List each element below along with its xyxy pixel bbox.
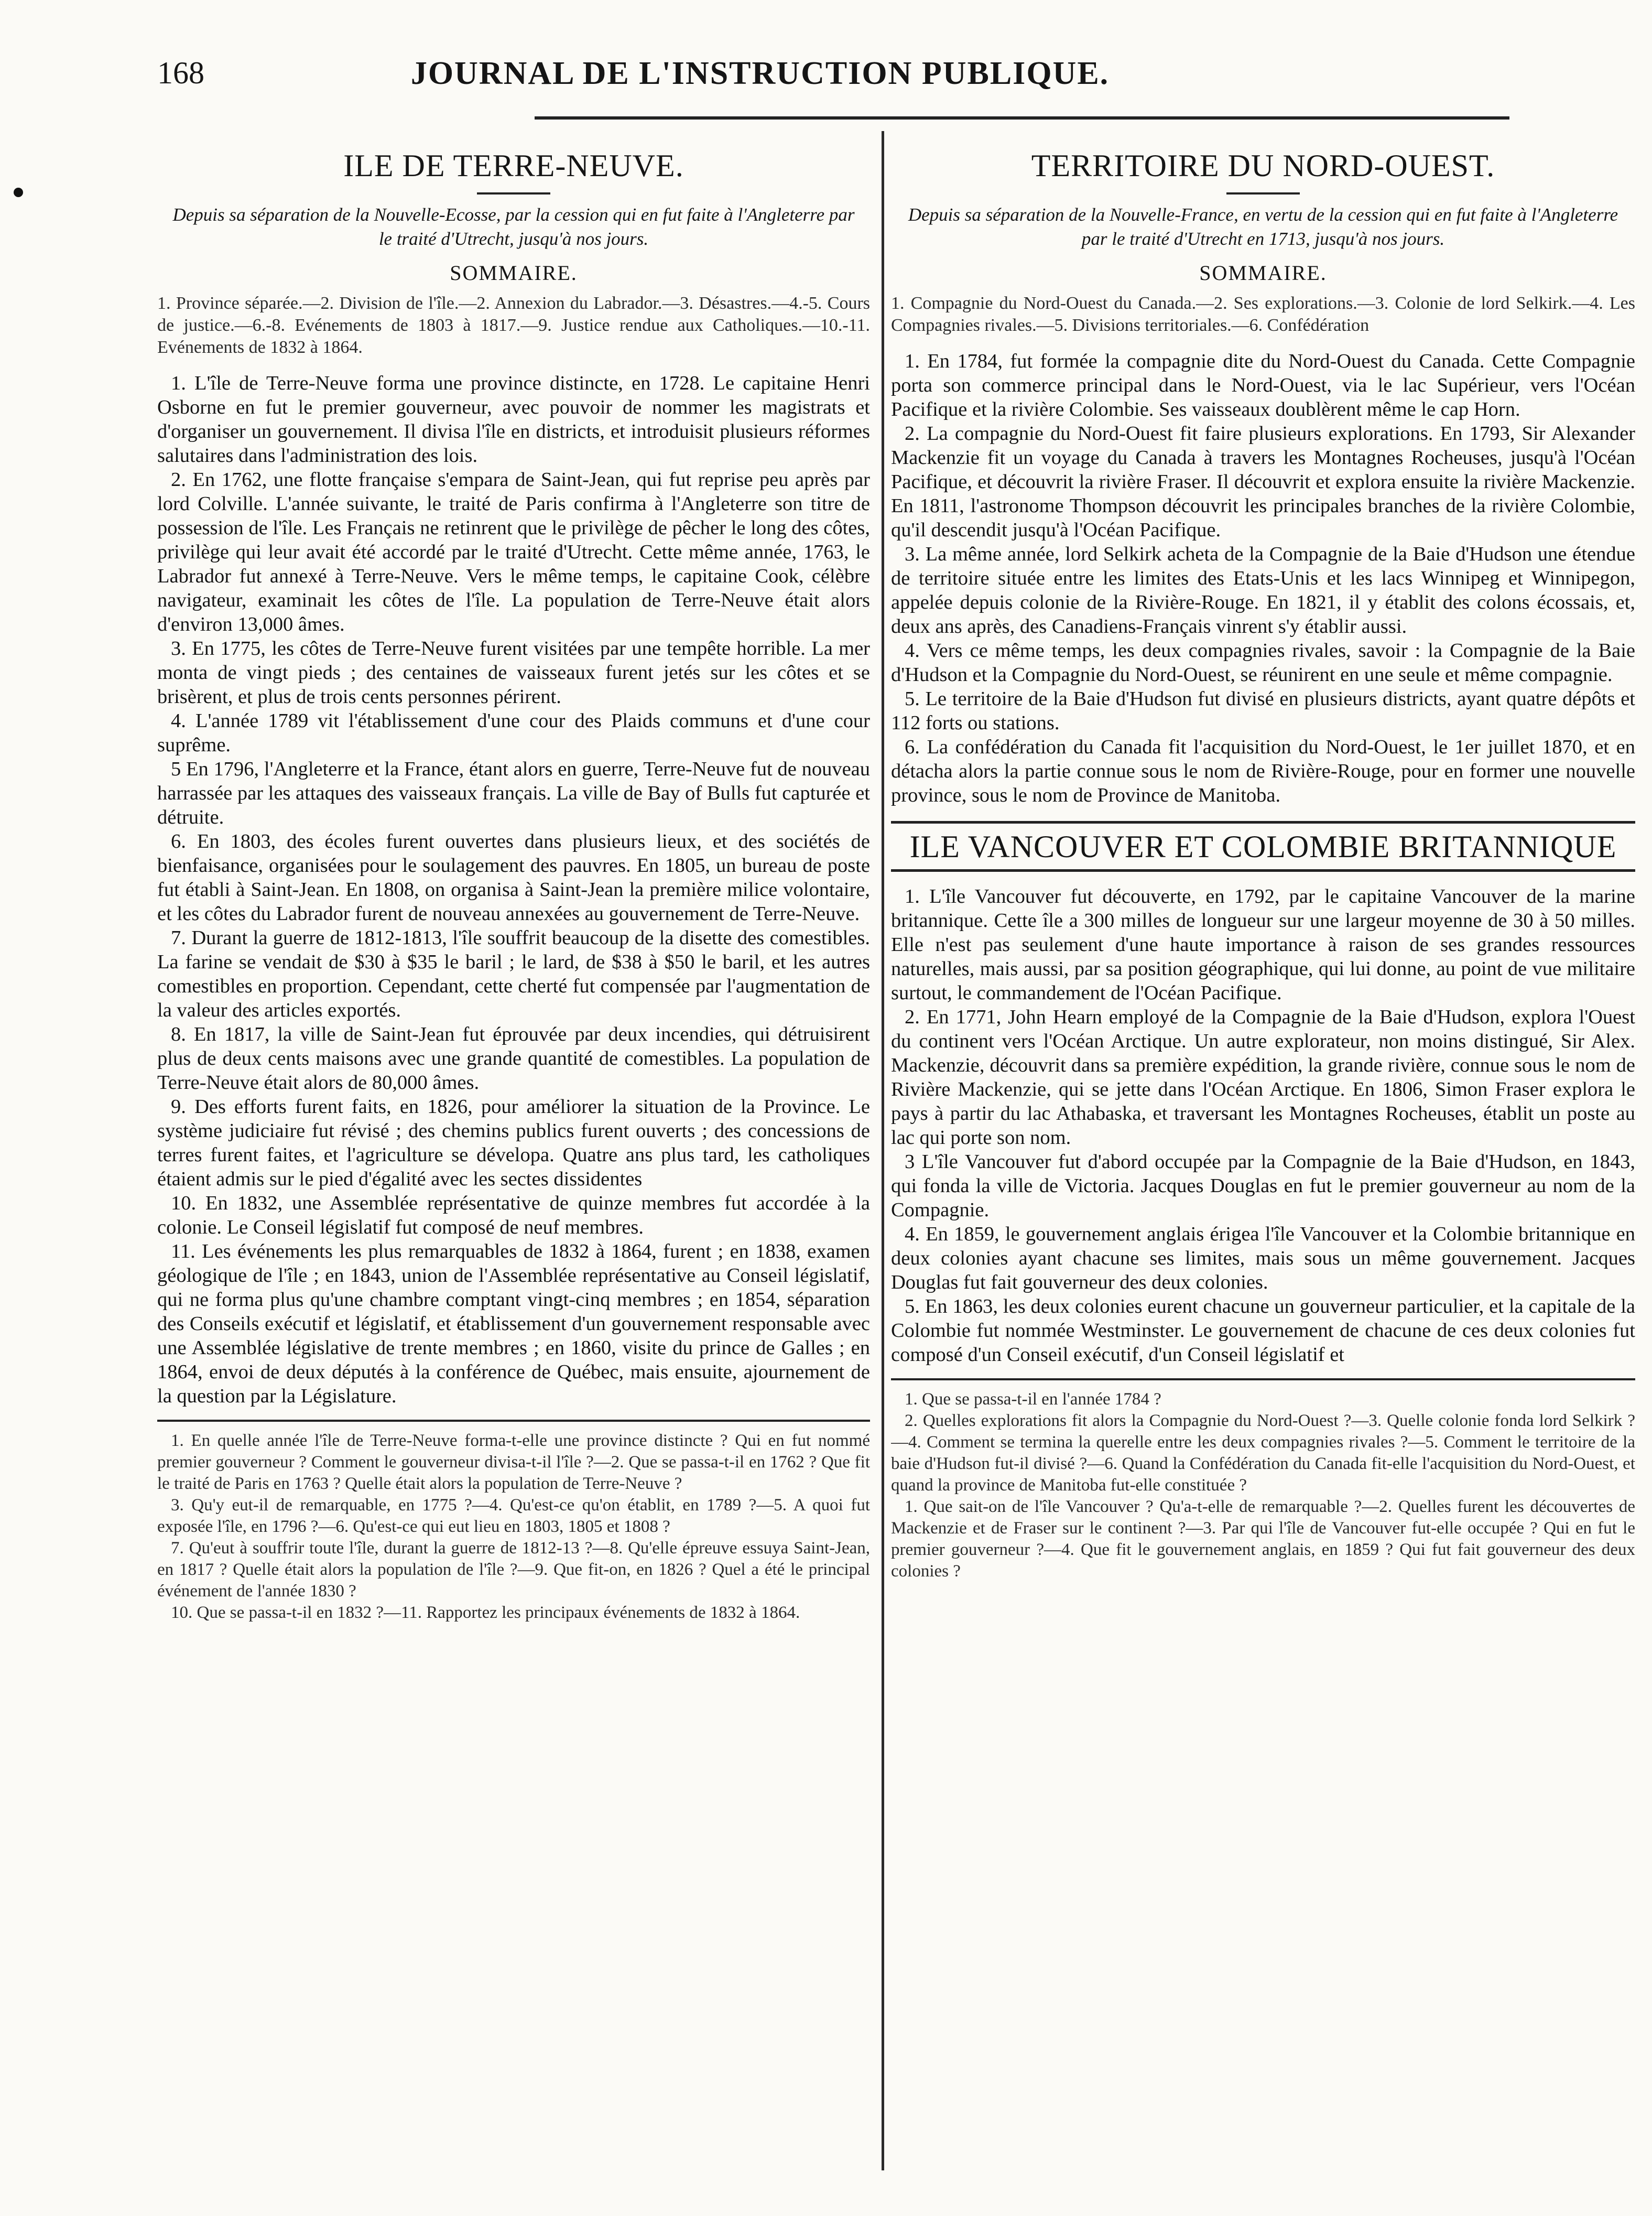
sommaire-text: 1. Province séparée.—2. Division de l'île.—2. Annexion du Labrador.—3. Désastres.—4.-5. Cours de justice.—6.-8. Evénements de 1803 à 1817.—9. Justice rendue aux Catholiques.—10.-11. Evénements de 1832 à 1864.	[157, 294, 870, 357]
right-column	[891, 142, 1635, 2176]
questions-rule	[157, 1420, 870, 1422]
section-title-vancouver: ILE VANCOUVER ET COLOMBIE BRITANNIQUE	[891, 821, 1635, 872]
paragraph: 2. La compagnie du Nord-Ouest fit faire plusieurs explorations. En 1793, Sir Alexander Mackenzie fit un voyage du Canada à travers les Montagnes Rocheuses, jusqu'à l'Océan Pacifique, et découvrit la rivière Fraser. Il découvrit et explora ensuite la rivière Mackenzie. En 1811, l'astronome Thompson découvrit les principales branches de la rivière Colombie, qu'il descendit jusqu'à l'Océan Pacifique.	[891, 423, 1635, 541]
title-rule	[477, 192, 550, 194]
paragraph: 9. Des efforts furent faits, en 1826, pour améliorer la situation de la Province. Le système judiciaire fut révisé ; des chemins publics furent ouverts ; des concessions de terres furent faites, et l'agriculture se dévelopa. Quatre ans plus tard, les catholiques étaient admis sur le pied d'égalité avec les sectes dissidentes	[157, 1096, 870, 1190]
paragraph: 5. Le territoire de la Baie d'Hudson fut divisé en plusieurs districts, ayant quatre dépôts et 112 forts ou stations.	[891, 688, 1635, 734]
page-number: 168	[157, 56, 204, 90]
paragraph: 3. La même année, lord Selkirk acheta de la Compagnie de la Baie d'Hudson une étendue de territoire située entre les limites des Etats-Unis et les lacs Winnipeg et Winnipegon, appelée depuis colonie de la Rivière-Rouge. En 1821, il y établit des colons écossais, et, deux ans après, des Canadiens-Français vinrent s'y établir aussi.	[891, 543, 1635, 637]
question-block: 10. Que se passa-t-il en 1832 ?—11. Rapportez les principaux événements de 1832 à 1864.	[171, 1603, 800, 1622]
sommaire-heading: SOMMAIRE.	[1199, 261, 1327, 285]
paragraph: 10. En 1832, une Assemblée représentative de quinze membres fut accordée à la colonie. Le Conseil législatif fut composé de neuf membres.	[157, 1192, 870, 1238]
paragraph: 6. La confédération du Canada fit l'acquisition du Nord-Ouest, le 1er juillet 1870, et en détacha alors la partie connue sous le nom de Rivière-Rouge, pour en former une nouvelle province, sous le nom de Province de Manitoba.	[891, 736, 1635, 806]
question-block: 7. Qu'eut à souffrir toute l'île, durant la guerre de 1812-13 ?—8. Qu'elle épreuve essuya Saint-Jean, en 1817 ? Quelle était alors la population de l'île ?—9. Que fit-on, en 1826 ? Quel a été le principal événement de l'année 1830 ?	[157, 1539, 870, 1601]
question-block: 1. Que sait-on de l'île Vancouver ? Qu'a-t-elle de remarquable ?—2. Quelles furent les découvertes de Mackenzie et de Fraser sur le continent ?—3. Par qui l'île de Vancouver fut-elle occupée ? Qui en fut le premier gouverneur ?—4. Que fit le gouvernement anglais, en 1859 ? Qui fut fait gouverneur des deux colonies ?	[891, 1497, 1635, 1581]
question-block: 2. Quelles explorations fit alors la Compagnie du Nord-Ouest ?—3. Quelle colonie fonda lord Selkirk ?—4. Comment se termina la querelle entre les deux compagnies rivales ?—5. Comment le territoire de la baie d'Hudson fut-il divisé ?—6. Quand la Confédération du Canada fit-elle l'acquisition du Nord-Ouest, et quand la province de Manitoba fut-elle constituée ?	[891, 1411, 1635, 1495]
paragraph: 1. En 1784, fut formée la compagnie dite du Nord-Ouest du Canada. Cette Compagnie porta son commerce principal dans le Nord-Ouest, via le lac Supérieur, vers l'Océan Pacifique et la rivière Colombie. Ses vaisseaux doublèrent même le cap Horn.	[891, 350, 1635, 420]
paragraph: 1. L'île de Terre-Neuve forma une province distincte, en 1728. Le capitaine Henri Osborne en fut le premier gouverneur, avec pouvoir de nommer les magistrats et d'organiser un gouvernement. Il divisa l'île en districts, et introduisit plusieurs réformes salutaires dans l'administration des lois.	[157, 372, 870, 467]
paragraph: 7. Durant la guerre de 1812-1813, l'île souffrit beaucoup de la disette des comestibles. La farine se vendait de $30 à $35 le baril ; le lard, de $38 à $50 le baril, et les autres comestibles en proportion. Cependant, cette cherté fut compensée par l'augmentation de la valeur des articles exportés.	[157, 927, 870, 1021]
sommaire-heading: SOMMAIRE.	[450, 261, 578, 285]
title-rule	[1226, 192, 1300, 194]
paragraph: 4. Vers ce même temps, les deux compagnies rivales, savoir : la Compagnie de la Baie d'Hudson et la Compagnie du Nord-Ouest, se réunirent en une seule et même compagnie.	[891, 640, 1635, 686]
paragraph: 2. En 1771, John Hearn employé de la Compagnie de la Baie d'Hudson, explora l'Ouest du continent vers l'Océan Arctique. Un autre explorateur, non moins distingué, Sir Alex. Mackenzie, découvrit dans sa première expédition, la grande rivière, connue sous le nom de Rivière Mackenzie, qui se jette dans l'Océan Arctique. En 1806, Simon Fraser explora le pays à partir du lac Athabaska, et traversant les Montagnes Rocheuses, établit un poste au lac qui porte son nom.	[891, 1006, 1635, 1149]
paragraph: 5 En 1796, l'Angleterre et la France, étant alors en guerre, Terre-Neuve fut de nouveau harrassée par les attaques des vaisseaux français. La ville de Bay of Bulls fut capturée et détruite.	[157, 758, 870, 828]
paragraph: 5. En 1863, les deux colonies eurent chacune un gouverneur particulier, et la capitale de la Colombie fut nommée Westminster. Le gouvernement de chacune de ces deux colonies fut composé d'un Conseil exécutif, d'un Conseil législatif et	[891, 1295, 1635, 1366]
section-title-nord-ouest: TERRITOIRE DU NORD-OUEST.	[1031, 148, 1495, 183]
left-column	[157, 142, 870, 2176]
paragraph: 4. En 1859, le gouvernement anglais érigea l'île Vancouver et la Colombie britannique en deux colonies ayant chacune ses limites, mais sous un même gouvernement. Jacques Douglas fut fait gouverneur des deux colonies.	[891, 1223, 1635, 1293]
header-rule	[535, 116, 1509, 120]
section-subtitle: Depuis sa séparation de la Nouvelle-France, en vertu de la cession qui en fut faite à l'Angleterre par le traité d'Utrecht en 1713, jusqu'à nos jours.	[908, 204, 1618, 249]
paragraph: 8. En 1817, la ville de Saint-Jean fut éprouvée par deux incendies, qui détruisirent plus de deux cents maisons avec une grande quantité de comestibles. La population de Terre-Neuve était alors de 80,000 âmes.	[157, 1023, 870, 1094]
section-title-terre-neuve: ILE DE TERRE-NEUVE.	[343, 148, 684, 183]
question-block: 1. Que se passa-t-il en l'année 1784 ?	[905, 1390, 1161, 1409]
paragraph: 11. Les événements les plus remarquables de 1832 à 1864, furent ; en 1838, examen géologique de l'île ; en 1843, union de l'Assemblée représentative au Conseil législatif, qui ne forma plus qu'une chambre comptant vingt-cinq membres ; en 1854, séparation des Conseils exécutif et législatif, et établissement d'un gouvernement responsable avec une Assemblée législative de trente membres ; en 1860, visite du prince de Galles ; en 1864, envoi de deux députés à la conférence de Québec, mais ensuite, ajournement de la question par la Législature.	[157, 1240, 870, 1407]
paragraph: 2. En 1762, une flotte française s'empara de Saint-Jean, qui fut reprise peu après par lord Colville. L'année suivante, le traité de Paris confirma à l'Angleterre son titre de possession de l'île. Les Français ne retinrent que le privilège de pêcher le long des côtes, privilège qui leur avait été accordé par le traité d'Utrecht. Cette même année, 1763, le Labrador fut annexé à Terre-Neuve. Vers le même temps, le capitaine Cook, célèbre navigateur, examinait les côtes de l'île. La population de Terre-Neuve était alors d'environ 13,000 âmes.	[157, 469, 870, 635]
question-block: 1. En quelle année l'île de Terre-Neuve forma-t-elle une province distincte ? Qui en fut nommé premier gouverneur ? Comment le gouverneur divisa-t-il l'île ?—2. Que se passa-t-il en 1762 ? Que fit le traité de Paris en 1763 ? Quelle était alors la population de Terre-Neuve ?	[157, 1431, 870, 1493]
paragraph: 3 L'île Vancouver fut d'abord occupée par la Compagnie de la Baie d'Hudson, en 1843, qui fonda la ville de Victoria. Jacques Douglas en fut le premier gouverneur au nom de la Compagnie.	[891, 1151, 1635, 1221]
section-subtitle: Depuis sa séparation de la Nouvelle-Ecosse, par la cession qui en fut faite à l'Angleterre par le traité d'Utrecht, jusqu'à nos jours.	[172, 204, 855, 249]
paragraph: 6. En 1803, des écoles furent ouvertes dans plusieurs lieux, et des sociétés de bienfaisance, organisées pour le soulagement des pauvres. En 1805, un bureau de poste fut établi à Saint-Jean. En 1808, on organisa à Saint-Jean la première milice volontaire, et les côtes du Labrador furent de nouveau annexées au gouvernement de Terre-Neuve.	[157, 830, 870, 925]
journal-title: JOURNAL DE L'INSTRUCTION PUBLIQUE.	[410, 56, 1110, 91]
paragraph: 4. L'année 1789 vit l'établissement d'une cour des Plaids communs et d'une cour suprême.	[157, 710, 870, 756]
page-header	[157, 55, 1363, 113]
sommaire-text: 1. Compagnie du Nord-Ouest du Canada.—2. Ses explorations.—3. Colonie de lord Selkirk.—4. Les Compagnies rivales.—5. Divisions territoriales.—6. Confédération	[891, 294, 1635, 335]
ink-dot	[14, 188, 23, 197]
paragraph: 1. L'île Vancouver fut découverte, en 1792, par le capitaine Vancouver de la marine britannique. Cette île a 300 milles de longueur sur une largeur moyenne de 30 à 50 milles. Elle n'est pas seulement d'une haute importance à raison de ses grandes ressources naturelles, mais aussi, par sa position géographique, qui lui donne, au point de vue militaire surtout, le commandement de l'Océan Pacifique.	[891, 885, 1635, 1004]
questions-rule	[891, 1378, 1635, 1380]
paragraph: 3. En 1775, les côtes de Terre-Neuve furent visitées par une tempête horrible. La mer monta de vingt pieds ; des centaines de vaisseaux furent jetés sur les côtes et se brisèrent, et plus de trois cents personnes périrent.	[157, 637, 870, 708]
column-divider	[882, 131, 884, 2170]
question-block: 3. Qu'y eut-il de remarquable, en 1775 ?—4. Qu'est-ce qu'on établit, en 1789 ?—5. A quoi fut exposée l'île, en 1796 ?—6. Qu'est-ce qui eut lieu en 1803, 1805 et 1808 ?	[157, 1496, 870, 1536]
